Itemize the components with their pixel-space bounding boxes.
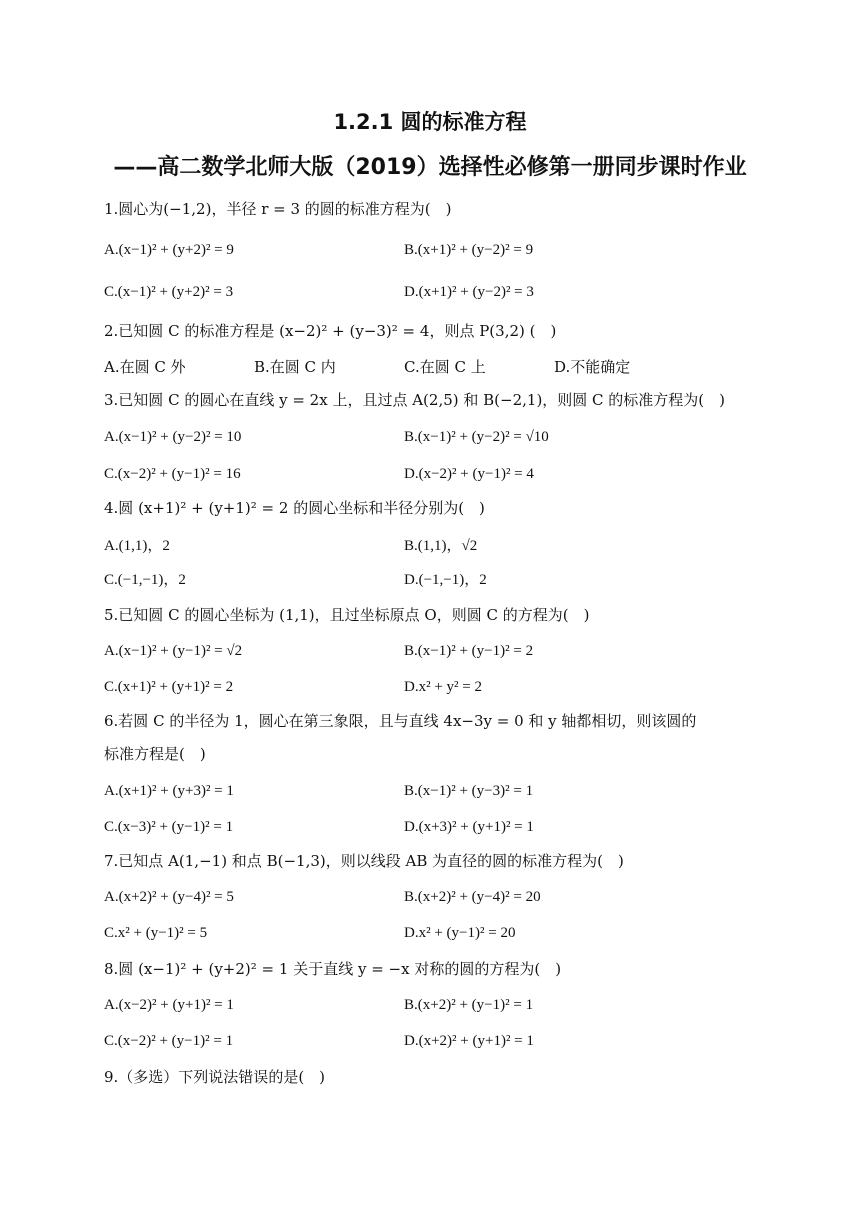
q1-option-d: D.(x+1)² + (y−2)² = 3	[404, 284, 534, 300]
document-subtitle: ——高二数学北师大版（2019）选择性必修第一册同步课时作业	[113, 155, 747, 180]
q3-option-a: A.(x−1)² + (y−2)² = 10	[104, 429, 242, 445]
question-6-stem-cont: 标准方程是( )	[104, 745, 206, 763]
q4-option-c: C.(−1,−1)，2	[104, 572, 186, 588]
q2-option-b: B.在圆 C 内	[254, 358, 336, 376]
q1-option-c: C.(x−1)² + (y+2)² = 3	[104, 284, 234, 300]
q4-option-a: A.(1,1)，2	[104, 538, 170, 554]
q6-option-d: D.(x+3)² + (y+1)² = 1	[404, 819, 534, 835]
q6-option-a: A.(x+1)² + (y+3)² = 1	[104, 783, 234, 799]
q3-option-c: C.(x−2)² + (y−1)² = 16	[104, 466, 241, 482]
q5-option-b: B.(x−1)² + (y−1)² = 2	[404, 643, 534, 659]
q8-option-b: B.(x+2)² + (y−1)² = 1	[404, 997, 534, 1013]
q1-option-b: B.(x+1)² + (y−2)² = 9	[404, 242, 534, 258]
q8-option-d: D.(x+2)² + (y+1)² = 1	[404, 1033, 534, 1049]
q7-option-d: D.x² + (y−1)² = 20	[404, 925, 516, 941]
q5-option-c: C.(x+1)² + (y+1)² = 2	[104, 679, 234, 695]
q6-option-c: C.(x−3)² + (y−1)² = 1	[104, 819, 234, 835]
q3-option-b: B.(x−1)² + (y−2)² = √10	[404, 429, 549, 445]
question-8-stem: 8.圆 (x−1)² + (y+2)² = 1 关于直线 y = −x 对称的圆的方程为( )	[104, 960, 562, 978]
q3-option-d: D.(x−2)² + (y−1)² = 4	[404, 466, 534, 482]
q7-option-c: C.x² + (y−1)² = 5	[104, 925, 208, 941]
q5-option-a: A.(x−1)² + (y−1)² = √2	[104, 643, 243, 659]
q8-option-a: A.(x−2)² + (y+1)² = 1	[104, 997, 234, 1013]
q7-option-a: A.(x+2)² + (y−4)² = 5	[104, 889, 234, 905]
question-6-stem: 6.若圆 C 的半径为 1，圆心在第三象限，且与直线 4x−3y = 0 和 y 轴都相切，则该圆的	[104, 712, 697, 730]
q1-option-a: A.(x−1)² + (y+2)² = 9	[104, 242, 234, 258]
question-5-stem: 5.已知圆 C 的圆心坐标为 (1,1)，且过坐标原点 O，则圆 C 的方程为( )	[104, 606, 590, 624]
q2-option-d: D.不能确定	[554, 358, 631, 376]
q6-option-b: B.(x−1)² + (y−3)² = 1	[404, 783, 534, 799]
q2-option-c: C.在圆 C 上	[404, 358, 486, 376]
q2-option-a: A.在圆 C 外	[104, 358, 186, 376]
q8-option-c: C.(x−2)² + (y−1)² = 1	[104, 1033, 234, 1049]
question-3-stem: 3.已知圆 C 的圆心在直线 y = 2x 上，且过点 A(2,5) 和 B(−2,1)，则圆 C 的标准方程为( )	[104, 391, 726, 409]
q7-option-b: B.(x+2)² + (y−4)² = 20	[404, 889, 541, 905]
question-4-stem: 4.圆 (x+1)² + (y+1)² = 2 的圆心坐标和半径分别为( )	[104, 499, 485, 517]
q5-option-d: D.x² + y² = 2	[404, 679, 482, 695]
question-2-stem: 2.已知圆 C 的标准方程是 (x−2)² + (y−3)² = 4，则点 P(3,2) ( )	[104, 322, 557, 340]
q4-option-b: B.(1,1)，√2	[404, 538, 478, 554]
question-7-stem: 7.已知点 A(1,−1) 和点 B(−1,3)，则以线段 AB 为直径的圆的标准方程为( )	[104, 852, 624, 870]
q4-option-d: D.(−1,−1)，2	[404, 572, 487, 588]
question-9-stem: 9.（多选）下列说法错误的是( )	[104, 1068, 326, 1086]
question-1-stem: 1.圆心为(−1,2)，半径 r = 3 的圆的标准方程为( )	[104, 200, 452, 218]
document-title: 1.2.1 圆的标准方程	[333, 110, 527, 134]
